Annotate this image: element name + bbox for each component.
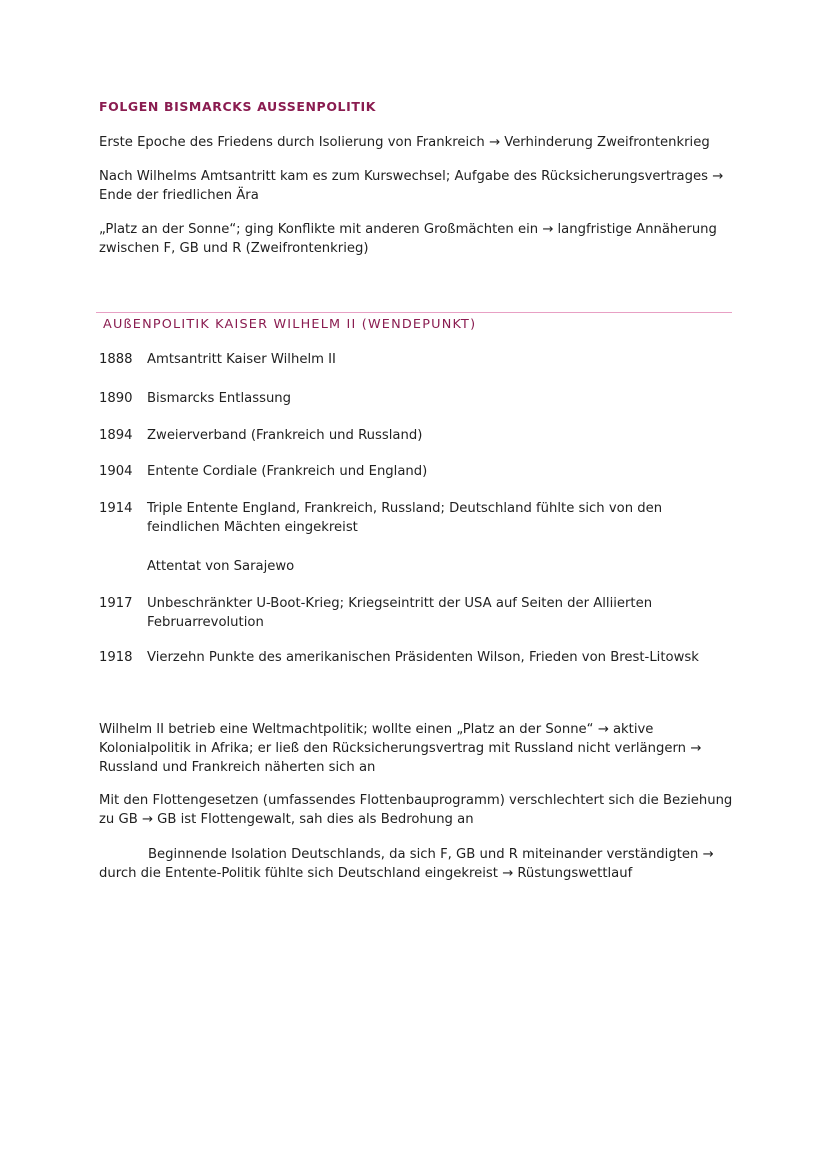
paragraph: Wilhelm II betrieb eine Weltmachtpolitik; wollte einen „Platz an der Sonne“ → aktive Kolonialpolitik in Afrika; er ließ den Rücksicherungsvertrag mit Russland nicht verlängern → Russland und Frankreich näherten sich an [99, 722, 702, 775]
timeline-year: 1914 [99, 501, 133, 516]
timeline-event: Triple Entente England, Frankreich, Russland; Deutschland fühlte sich von den feindlichen Mächten eingekreist [147, 501, 663, 535]
timeline-year: 1904 [99, 464, 133, 479]
timeline-event: Attentat von Sarajewo [147, 559, 295, 574]
timeline-year: 1918 [99, 650, 133, 665]
section-divider [96, 312, 732, 313]
section-title-bismarck: FOLGEN BISMARCKS AUSSENPOLITIK [99, 99, 377, 114]
timeline-year: 1894 [99, 428, 133, 443]
timeline-event: Zweierverband (Frankreich und Russland) [147, 428, 423, 443]
timeline-event: Bismarcks Entlassung [147, 391, 292, 406]
timeline-event: Entente Cordiale (Frankreich und England) [147, 464, 428, 479]
paragraph: „Platz an der Sonne“; ging Konflikte mit anderen Großmächten ein → langfristige Annäherung zwischen F, GB und R (Zweifrontenkrieg) [99, 222, 717, 256]
section-title-wilhelm: AUßENPOLITIK KAISER WILHELM II (WENDEPUNKT) [103, 317, 477, 332]
timeline-event: Vierzehn Punkte des amerikanischen Präsidenten Wilson, Frieden von Brest-Litowsk [147, 650, 699, 665]
paragraph: Beginnende Isolation Deutschlands, da sich F, GB und R miteinander verständigten → durch die Entente-Politik fühlte sich Deutschland eingekreist → Rüstungswettlauf [99, 847, 714, 881]
timeline-year: 1890 [99, 391, 133, 406]
timeline-year: 1917 [99, 596, 133, 611]
paragraph: Nach Wilhelms Amtsantritt kam es zum Kurswechsel; Aufgabe des Rücksicherungsvertrages → Ende der friedlichen Ära [99, 169, 724, 203]
paragraph: Mit den Flottengesetzen (umfassendes Flottenbauprogramm) verschlechtert sich die Beziehung zu GB → GB ist Flottengewalt, sah dies als Bedrohung an [99, 793, 733, 827]
timeline-event: Amtsantritt Kaiser Wilhelm II [147, 352, 336, 367]
timeline-year: 1888 [99, 352, 133, 367]
paragraph: Erste Epoche des Friedens durch Isolierung von Frankreich → Verhinderung Zweifrontenkrieg [99, 135, 710, 150]
timeline-event: Unbeschränkter U-Boot-Krieg; Kriegseintritt der USA auf Seiten der Alliierten Februarrevolution [147, 596, 653, 630]
